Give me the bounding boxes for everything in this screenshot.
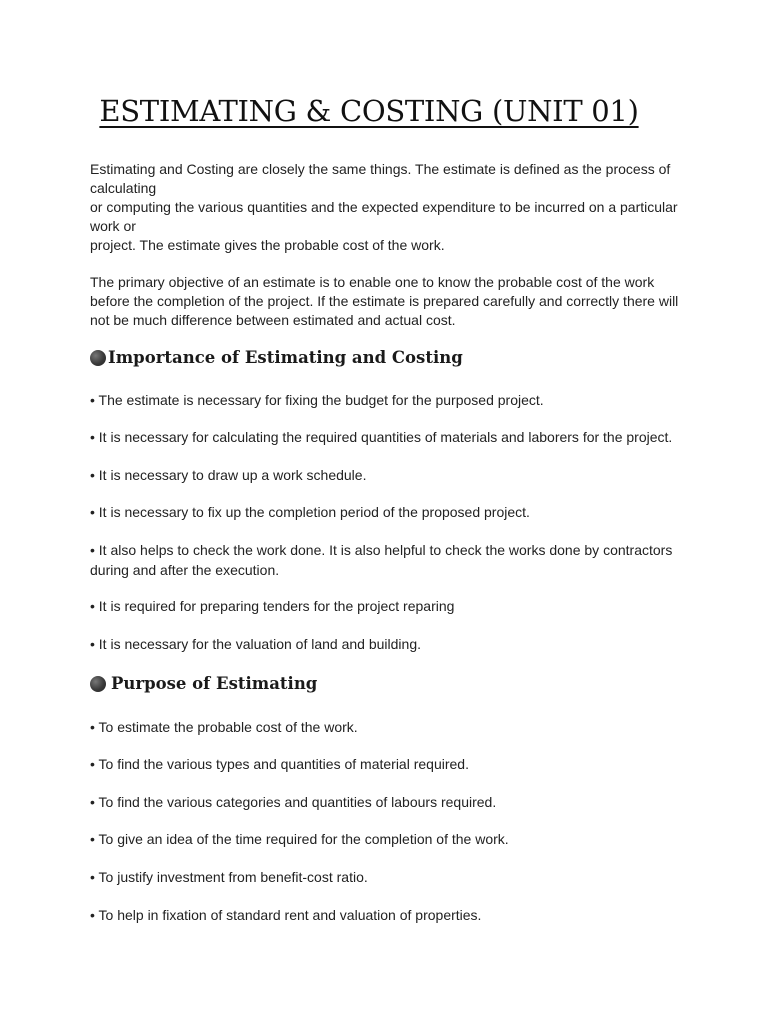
purpose-heading: [90, 674, 317, 693]
text-line: not be much difference between estimated and actual cost.: [90, 312, 456, 328]
text-line: Estimating and Costing are closely the same things. The estimate is defined as the process of: [90, 161, 671, 177]
text-line: before the completion of the project. If the estimate is prepared carefully and correctly there will: [90, 293, 679, 309]
text-line: or computing the various quantities and the expected expenditure to be incurred on a particular: [90, 199, 678, 215]
list-item: • To justify investment from benefit-cost ratio.: [90, 869, 368, 885]
list-item: • To help in fixation of standard rent and valuation of properties.: [90, 907, 482, 923]
bullet-dot-icon: [90, 676, 106, 692]
list-item: • The estimate is necessary for fixing the budget for the purposed project.: [90, 392, 544, 408]
purpose-heading-text: Purpose of Estimating: [111, 674, 318, 693]
text-line: The primary objective of an estimate is to enable one to know the probable cost of the work: [90, 274, 655, 290]
importance-heading: [90, 348, 463, 367]
list-item: • It also helps to check the work done. It is also helpful to check the works done by contractors during and after the execution.: [90, 542, 673, 578]
list-item: • To find the various categories and quantities of labours required.: [90, 794, 497, 810]
bullet-dot-icon: [90, 350, 106, 366]
list-item: • To find the various types and quantities of material required.: [90, 756, 469, 772]
list-item: • It is required for preparing tenders for the project reparing: [90, 598, 455, 614]
list-item: • It is necessary to draw up a work schedule.: [90, 467, 367, 483]
list-item: • It is necessary for calculating the required quantities of materials and laborers for the project.: [90, 429, 673, 445]
page-title: ESTIMATING & COSTING (UNIT 01): [99, 94, 639, 128]
list-item: • It is necessary for the valuation of land and building.: [90, 636, 421, 652]
objective-paragraph: [90, 273, 690, 330]
list-item: • To give an idea of the time required for the completion of the work.: [90, 831, 509, 847]
intro-paragraph: [90, 160, 690, 255]
text-line: project. The estimate gives the probable cost of the work.: [90, 237, 445, 253]
text-line: work or: [90, 218, 136, 234]
list-item: • It is necessary to fix up the completion period of the proposed project.: [90, 504, 530, 520]
list-item: • To estimate the probable cost of the work.: [90, 719, 358, 735]
text-line: calculating: [90, 180, 157, 196]
importance-heading-text: Importance of Estimating and Costing: [108, 348, 463, 367]
